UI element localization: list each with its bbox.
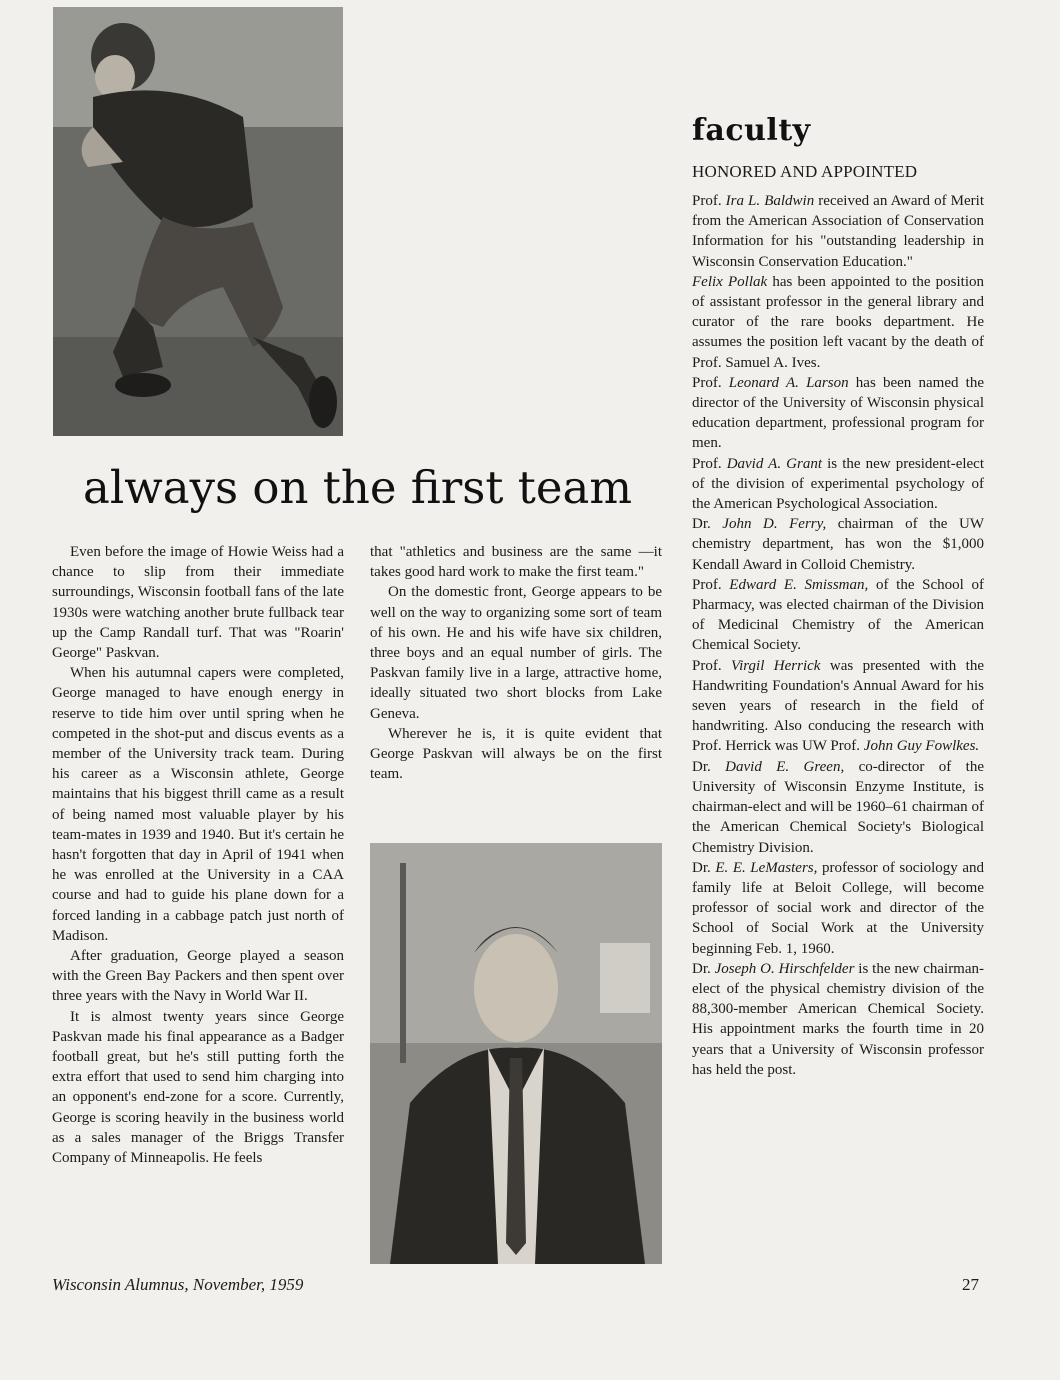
faculty-item: Prof. Virgil Herrick was presented with the Handwriting Foundation's Annual Award for his seven years of research in the field of handwriting. Also conducing the research with Prof. Herrick was UW Prof. John Guy Fowlkes. (692, 657, 984, 755)
portrait-photo (370, 843, 662, 1264)
faculty-item: Dr. Joseph O. Hirschfelder is the new chairman-elect of the physical chemistry division of the 88,300-member American Chemical Society. His appointment marks the fourth time in 20 years that a University of Wisconsin professor has held the post. (692, 960, 985, 1078)
faculty-subheading: HONORED AND APPOINTED (692, 162, 918, 181)
feature-column-2 (370, 542, 662, 784)
faculty-item: Prof. David A. Grant is the new president-elect of the division of experimental psychology of the American Psychological Association. (692, 455, 984, 513)
feature-paragraph: Even before the image of Howie Weiss had a chance to slip from their immediate surroundings, Wisconsin football fans of the late 1930s were watching another brute fullback tear up the Camp Randall turf. That was "Roarin' George" Paskvan. (52, 544, 344, 662)
faculty-name: David A. Grant (726, 455, 823, 472)
faculty-name: Virgil Herrick (731, 657, 821, 674)
feature-paragraph: Wherever he is, it is quite evident that George Paskvan will always be on the first team. (370, 725, 662, 783)
faculty-name: John D. Ferry, (722, 516, 827, 533)
faculty-item: Dr. David E. Green, co-director of the University of Wisconsin Enzyme Institute, is chairman-elect and will be 1960–61 chairman of the American Chemical Society's Biological Chemistry Division. (692, 758, 985, 856)
faculty-name: Joseph O. Hirschfelder (714, 960, 855, 977)
feature-paragraph: After graduation, George played a season with the Green Bay Packers and then spent over three years with the Navy in World War II. (52, 948, 344, 1005)
feature-paragraph: that "athletics and business are the same —it takes good hard work to make the first team." (370, 544, 662, 581)
faculty-name: David E. Green, (725, 758, 845, 775)
faculty-item: Felix Pollak has been appointed to the position of assistant professor in the general library and curator of the rare books department. He assumes the position left vacant by the death of Prof. Samuel A. Ives. (692, 273, 985, 371)
faculty-heading: faculty (692, 113, 811, 148)
faculty-item: Prof. Ira L. Baldwin received an Award of Merit from the American Association of Conservation Information for his "outstanding leadership in Wisconsin Conservation Education." (692, 193, 984, 270)
faculty-item: Dr. E. E. LeMasters, professor of sociology and family life at Beloit College, will become professor of social work and director of the School of Social Work at the University beginning Feb. 1, 1960. (692, 859, 984, 957)
faculty-name: E. E. LeMasters, (715, 859, 818, 876)
faculty-column (692, 191, 984, 1080)
faculty-name: Felix Pollak (692, 273, 768, 290)
faculty-item: Prof. Edward E. Smissman, of the School of Pharmacy, was elected chairman of the Division of Medicinal Chemistry of the American Chemical Society. (692, 576, 985, 654)
feature-paragraph: On the domestic front, George appears to be well on the way to organizing some sort of team of his own. He and his wife have six children, three boys and an equal number of girls. The Paskvan family live in a large, attractive home, ideally situated two short blocks from Lake Geneva. (370, 584, 662, 722)
feature-paragraph: When his autumnal capers were completed, George managed to have enough energy in reserve to tide him over until spring when he competed in the shot-put and discus events as a member of the University track team. During his career as a Wisconsin athlete, George maintains that his biggest thrill came as a result of being named most valuable player by his team-mates in 1939 and 1940. But it's certain he hasn't forgotten that day in April of 1941 when he was enrolled at the University in a CAA course and had to guide his plane down for a forced landing in a cabbage patch just north of Madison. (52, 665, 344, 944)
page-number: 27 (962, 1275, 979, 1294)
faculty-name: Leonard A. Larson (728, 374, 849, 391)
portrait-illustration (370, 843, 662, 1264)
faculty-item: Dr. John D. Ferry, chairman of the UW chemistry department, has won the $1,000 Kendall Award in Colloid Chemistry. (692, 516, 984, 573)
faculty-item: Prof. Leonard A. Larson has been named the director of the University of Wisconsin physical education department, professional program for men. (692, 374, 984, 452)
football-player-illustration (53, 7, 343, 436)
faculty-name: Ira L. Baldwin (725, 193, 815, 209)
faculty-name: John Guy Fowlkes. (863, 738, 980, 755)
feature-column-1 (52, 542, 344, 1168)
football-player-photo (53, 7, 343, 436)
feature-paragraph: It is almost twenty years since George Paskvan made his final appearance as a Badger football great, but he's still putting forth the extra effort that used to send him charging into an opponent's end-zone for a score. Currently, George is scoring heavily in the business world as a sales manager of the Briggs Transfer Company of Minneapolis. He feels (52, 1008, 344, 1167)
publication-footer: Wisconsin Alumnus, November, 1959 (52, 1275, 304, 1294)
faculty-name: Edward E. Smissman, (729, 576, 869, 593)
feature-headline: always on the first team (83, 461, 632, 514)
